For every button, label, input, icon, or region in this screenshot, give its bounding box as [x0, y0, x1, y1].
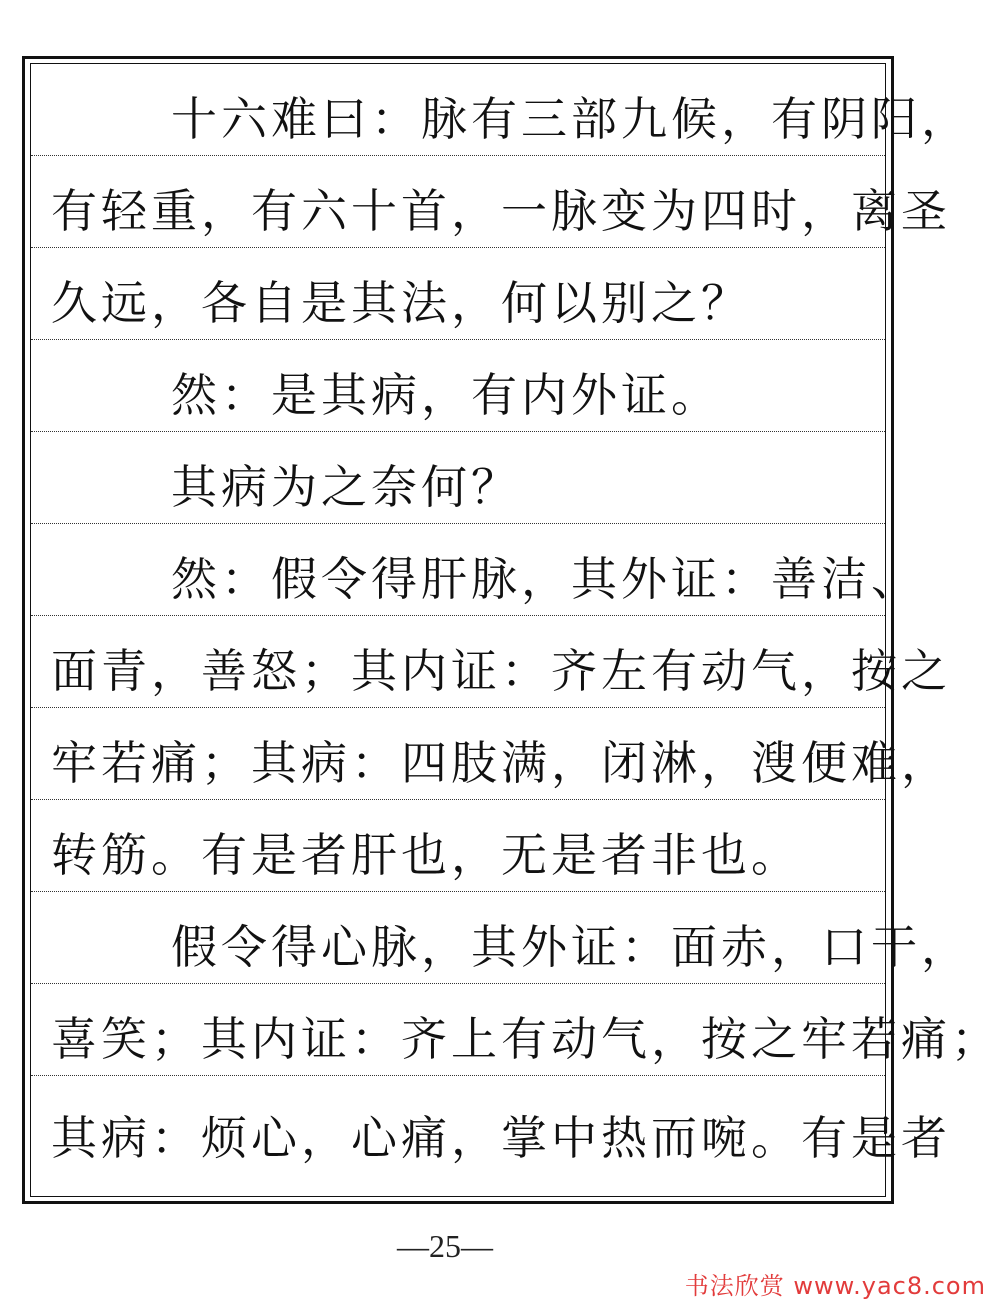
text-line — [31, 708, 951, 800]
line-text: 假令得心脉，其外证：面赤，口干， — [171, 920, 971, 974]
text-line — [31, 156, 951, 248]
calligraphy-lines — [31, 64, 1001, 1196]
text-line — [31, 892, 971, 984]
text-line — [31, 984, 1001, 1076]
text-line — [31, 64, 971, 156]
line-text: 十六难曰：脉有三部九候，有阴阳， — [171, 92, 971, 146]
page-number: —25— — [397, 1228, 493, 1264]
line-text: 然：假令得肝脉，其外证：善洁、 — [171, 552, 921, 606]
line-text: 然：是其病，有内外证。 — [171, 368, 721, 422]
text-line — [31, 524, 921, 616]
line-text: 久远，各自是其法，何以别之？ — [51, 276, 751, 330]
text-line — [31, 248, 885, 340]
site-watermark: 书法欣赏 www.yac8.com — [684, 1272, 986, 1300]
text-line — [31, 800, 885, 892]
line-text: 喜笑；其内证：齐上有动气，按之牢若痛； — [51, 1012, 1001, 1066]
line-text: 其病为之奈何？ — [171, 460, 521, 514]
text-line — [31, 1076, 951, 1196]
text-line — [31, 340, 885, 432]
line-text: 牢若痛；其病：四肢满，闭淋，溲便难， — [51, 736, 951, 790]
text-line — [31, 432, 885, 524]
line-text: 面青，善怒；其内证：齐左有动气，按之 — [51, 644, 951, 698]
line-text: 转筋。有是者肝也，无是者非也。 — [51, 828, 801, 882]
line-text: 其病：烦心，心痛，掌中热而啘。有是者 — [51, 1111, 951, 1165]
line-text: 有轻重，有六十首，一脉变为四时，离圣 — [51, 184, 951, 238]
text-line — [31, 616, 951, 708]
